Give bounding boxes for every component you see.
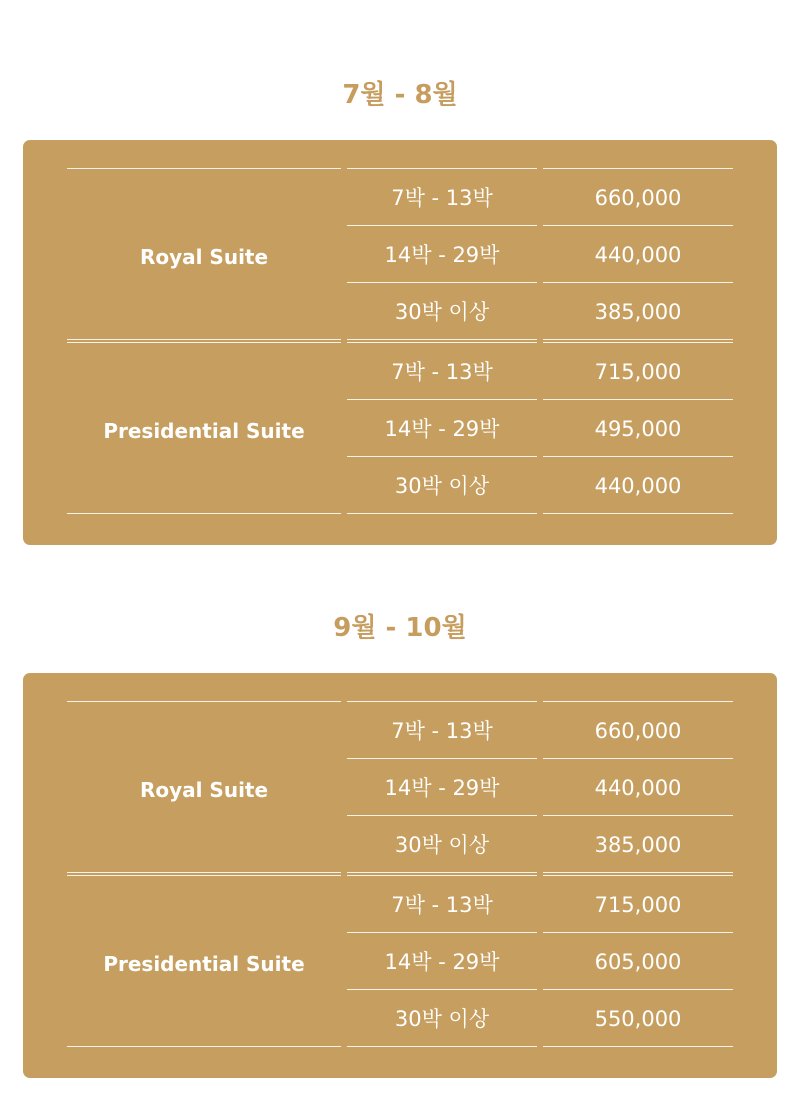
section-title: 7월 - 8월: [342, 80, 458, 110]
stay-duration: 30박 이상: [394, 474, 490, 498]
stay-duration: 7박 - 13박: [391, 186, 493, 210]
stay-duration: 14박 - 29박: [384, 776, 500, 800]
stay-duration: 30박 이상: [394, 1007, 490, 1031]
price: 385,000: [594, 833, 682, 857]
rate-table: [23, 673, 777, 1078]
section-title: 9월 - 10월: [333, 613, 467, 643]
price: 440,000: [594, 474, 682, 498]
stay-duration: 14박 - 29박: [384, 417, 500, 441]
suite-name: Royal Suite: [139, 245, 269, 269]
price: 440,000: [594, 776, 682, 800]
price: 660,000: [594, 719, 682, 743]
suite-name: Presidential Suite: [103, 419, 305, 443]
price: 660,000: [594, 186, 682, 210]
price: 550,000: [594, 1007, 682, 1031]
stay-duration: 30박 이상: [394, 300, 490, 324]
price: 605,000: [594, 950, 682, 974]
price: 495,000: [594, 417, 682, 441]
price: 440,000: [594, 243, 682, 267]
suite-name: Royal Suite: [139, 778, 269, 802]
stay-duration: 7박 - 13박: [391, 893, 493, 917]
stay-duration: 30박 이상: [394, 833, 490, 857]
price: 715,000: [594, 893, 682, 917]
stay-duration: 7박 - 13박: [391, 360, 493, 384]
stay-duration: 7박 - 13박: [391, 719, 493, 743]
stay-duration: 14박 - 29박: [384, 243, 500, 267]
price: 715,000: [594, 360, 682, 384]
rate-table: [23, 140, 777, 545]
suite-name: Presidential Suite: [103, 952, 305, 976]
price: 385,000: [594, 300, 682, 324]
stay-duration: 14박 - 29박: [384, 950, 500, 974]
